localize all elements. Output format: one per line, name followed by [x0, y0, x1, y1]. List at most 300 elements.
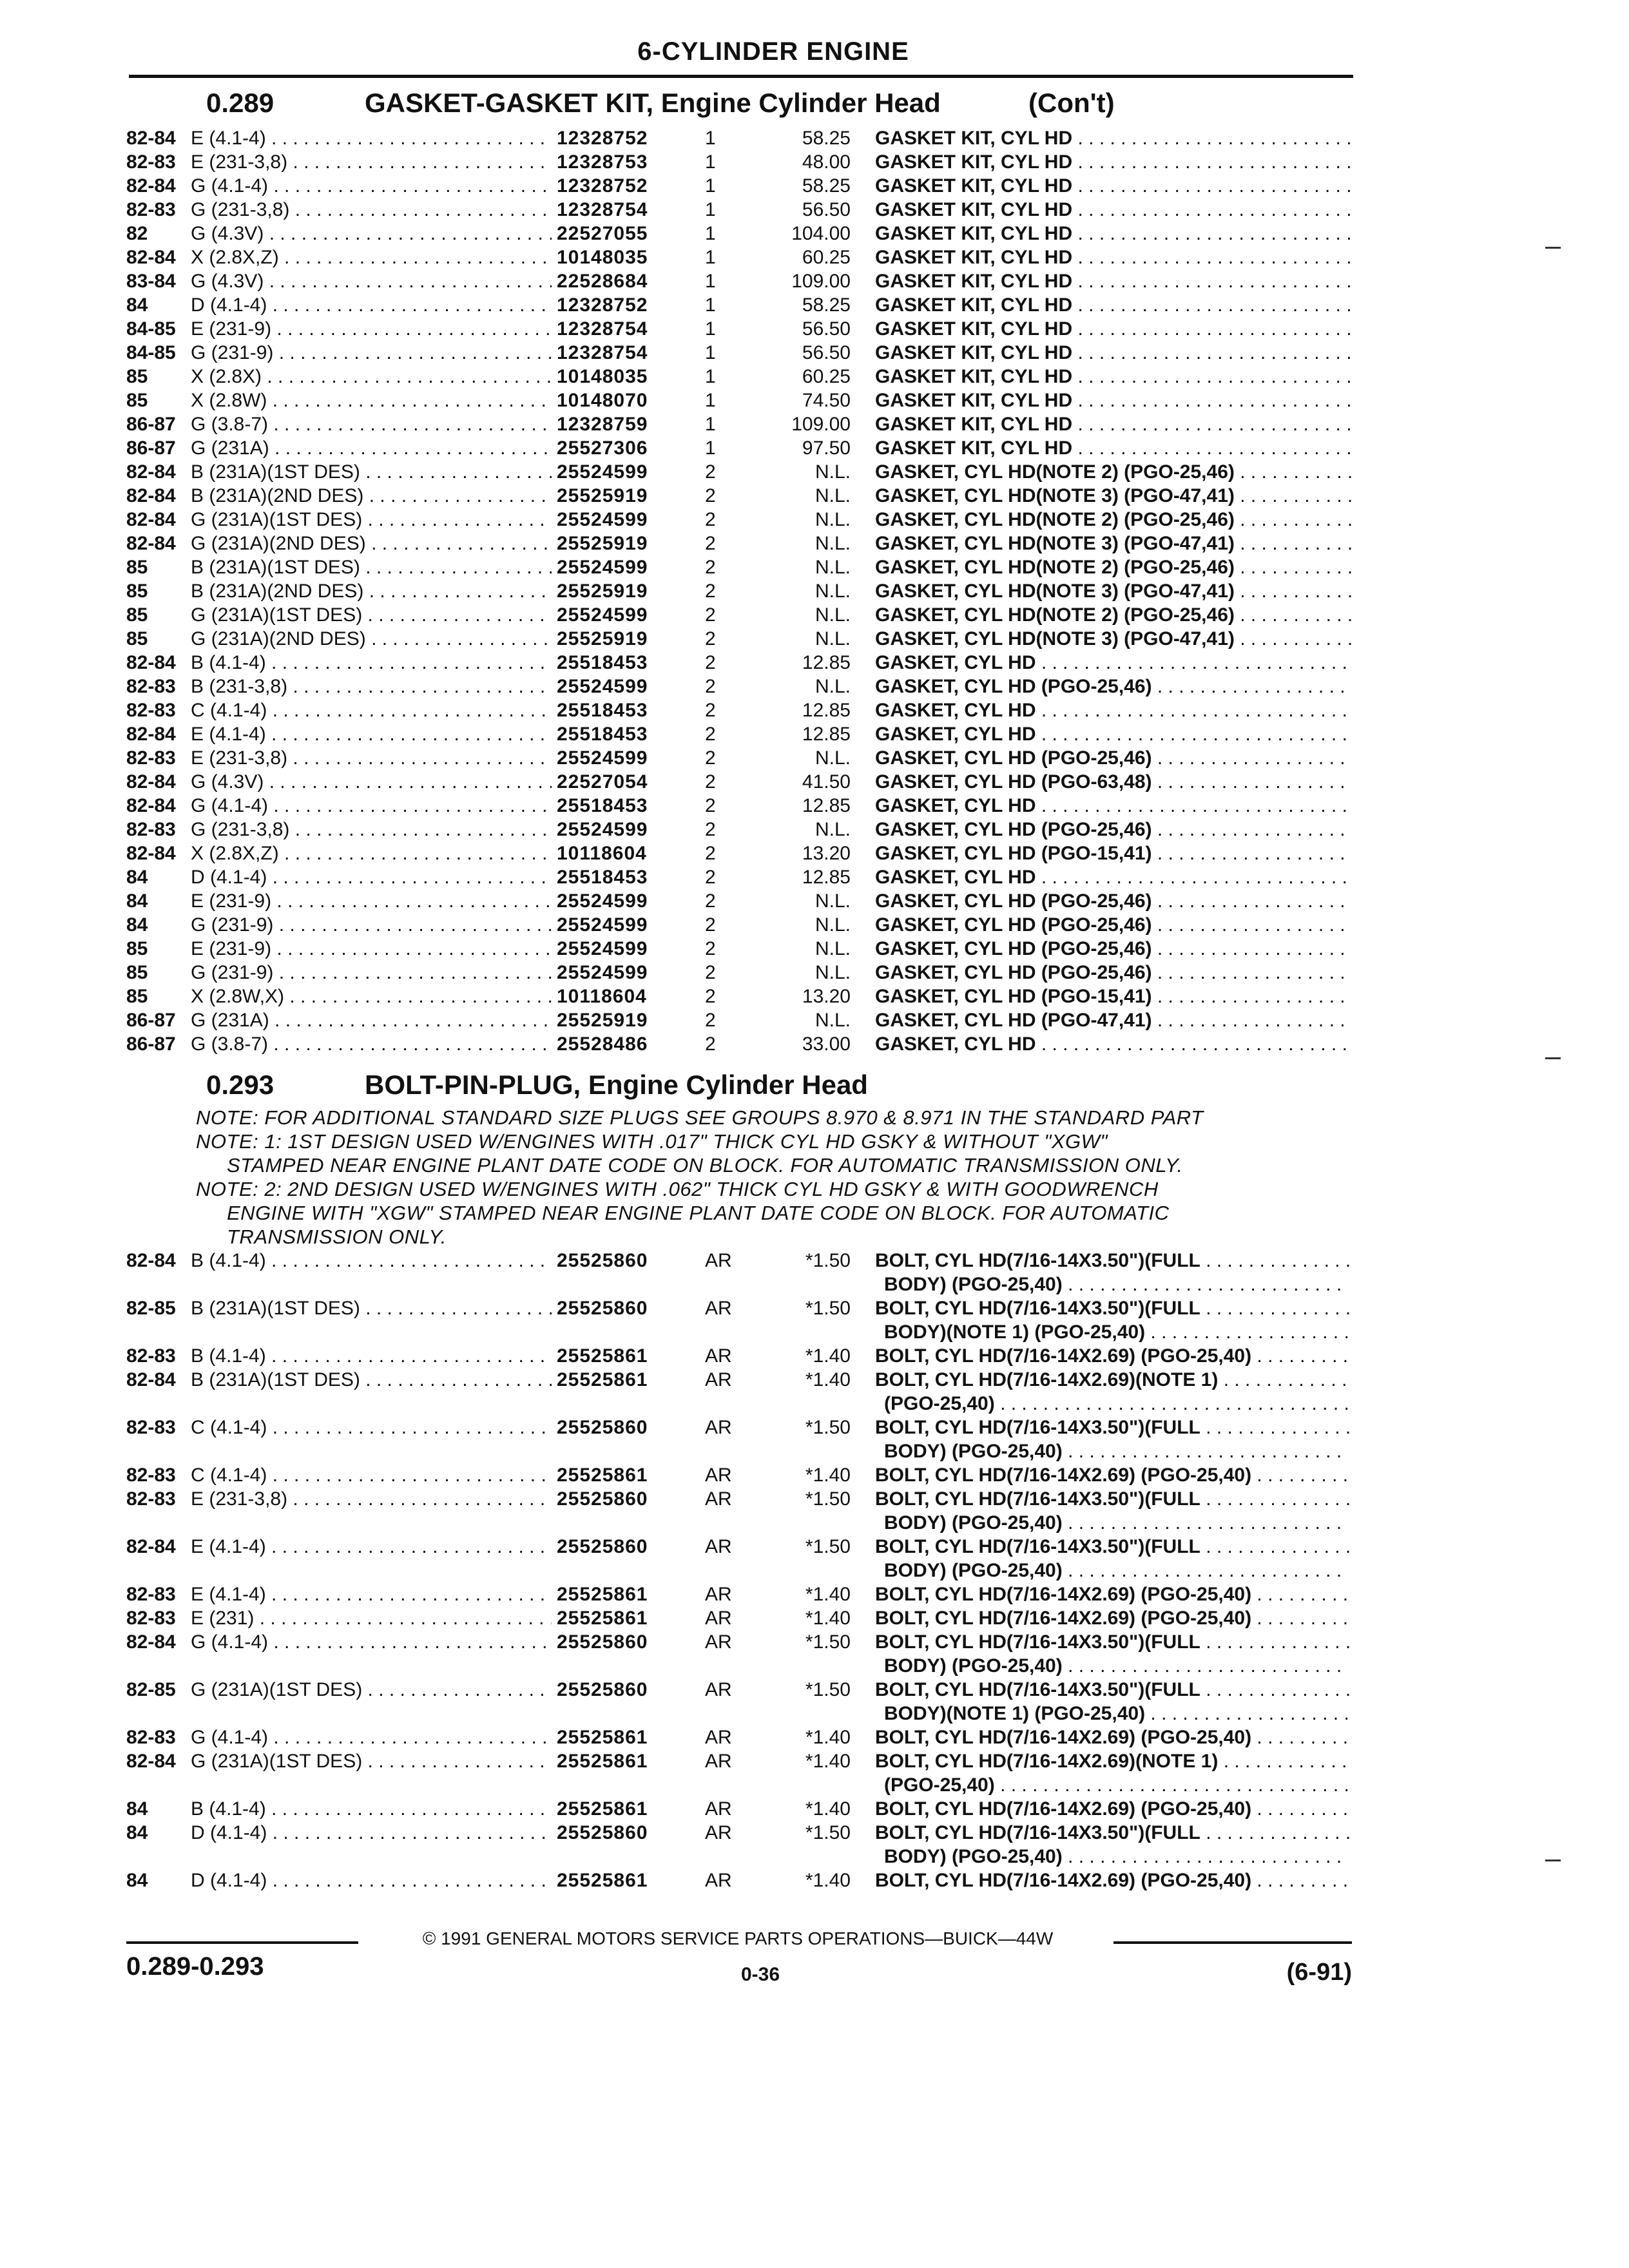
quantity: 2 — [705, 962, 716, 983]
part-description: BOLT, CYL HD(7/16-14X3.50")(FULL . . . — [875, 1250, 1352, 1272]
model-years: 82-84 — [126, 175, 176, 197]
part-description: GASKET, CYL HD (PGO-25,46) . . . — [875, 890, 1352, 912]
part-number: 25524599 — [557, 962, 648, 983]
part-description: BOLT, CYL HD(7/16-14X2.69) (PGO-25,40) . . . — [875, 1727, 1352, 1749]
model-years: 84 — [126, 1798, 148, 1820]
part-description: GASKET KIT, CYL HD . . . — [875, 151, 1352, 173]
list-price: *1.40 — [805, 1584, 851, 1605]
quantity: 2 — [705, 914, 716, 936]
part-number: 22527054 — [557, 771, 648, 793]
quantity: AR — [705, 1679, 732, 1700]
model-years: 82-84 — [126, 1536, 176, 1557]
model-years: 85 — [126, 962, 148, 983]
quantity: 2 — [705, 747, 716, 769]
part-description-continued: BODY) (PGO-25,40) . . . — [884, 1655, 1348, 1677]
part-description: GASKET, CYL HD . . . — [875, 724, 1352, 745]
engine-code: B (231A)(1ST DES) . . . — [191, 1298, 552, 1320]
list-price: N.L. — [815, 461, 851, 483]
part-description: BOLT, CYL HD(7/16-14X3.50")(FULL . . . — [875, 1298, 1352, 1320]
quantity: 2 — [705, 628, 716, 649]
model-years: 86-87 — [126, 1010, 176, 1031]
model-years: 84 — [126, 294, 148, 316]
part-number: 22528684 — [557, 271, 648, 292]
note-line: NOTE: FOR ADDITIONAL STANDARD SIZE PLUGS SEE GROUPS 8.970 & 8.971 IN THE STANDARD PART — [196, 1106, 1204, 1129]
part-number: 10148035 — [557, 366, 648, 387]
quantity: 2 — [705, 938, 716, 959]
list-price: N.L. — [815, 819, 851, 840]
part-description: GASKET KIT, CYL HD . . . — [875, 199, 1352, 221]
model-years: 82-83 — [126, 819, 176, 840]
quantity: 2 — [705, 890, 716, 912]
part-number: 25525861 — [557, 1870, 648, 1891]
model-years: 82-84 — [126, 843, 176, 864]
engine-code: B (231-3,8) . . . — [191, 676, 552, 698]
engine-code: B (231A)(1ST DES) . . . — [191, 1369, 552, 1391]
model-years: 82-83 — [126, 199, 176, 220]
part-number: 25524599 — [557, 890, 648, 912]
part-number: 10118604 — [557, 986, 647, 1007]
note-line: ENGINE WITH "XGW" STAMPED NEAR ENGINE PLANT DATE CODE ON BLOCK. FOR AUTOMATIC — [227, 1202, 1170, 1224]
engine-code: E (231-3,8) . . . — [191, 151, 552, 173]
model-years: 82-85 — [126, 1298, 176, 1319]
part-number: 10148035 — [557, 247, 648, 268]
engine-code: E (231-9) . . . — [191, 318, 552, 340]
header-rule — [129, 75, 1353, 78]
engine-code: G (4.1-4) . . . — [191, 1727, 552, 1749]
list-price: *1.40 — [805, 1465, 851, 1486]
model-years: 82-83 — [126, 1608, 176, 1629]
list-price: N.L. — [815, 557, 851, 578]
list-price: 56.50 — [802, 342, 851, 363]
engine-code: E (4.1-4) . . . — [191, 724, 552, 745]
list-price: *1.40 — [805, 1727, 851, 1748]
quantity: 1 — [705, 175, 716, 197]
list-price: *1.50 — [805, 1417, 851, 1438]
part-description: GASKET, CYL HD (PGO-25,46) . . . — [875, 676, 1352, 698]
engine-code: G (4.1-4) . . . — [191, 175, 552, 197]
part-description: BOLT, CYL HD(7/16-14X2.69) (PGO-25,40) . . . — [875, 1870, 1352, 1892]
engine-code: E (4.1-4) . . . — [191, 128, 552, 149]
part-number: 25524599 — [557, 509, 648, 530]
part-description: GASKET KIT, CYL HD . . . — [875, 128, 1352, 149]
quantity: 1 — [705, 318, 716, 340]
part-number: 25524599 — [557, 914, 648, 936]
engine-code: B (231A)(2ND DES) . . . — [191, 581, 552, 602]
quantity: 2 — [705, 724, 716, 745]
quantity: 2 — [705, 819, 716, 840]
footer-rule — [126, 1941, 358, 1944]
part-number: 25524599 — [557, 604, 648, 626]
engine-code: G (231A)(1ST DES) . . . — [191, 1751, 552, 1773]
quantity: AR — [705, 1465, 732, 1486]
list-price: *1.50 — [805, 1536, 851, 1557]
part-number: 25525861 — [557, 1798, 648, 1820]
quantity: 1 — [705, 128, 716, 149]
quantity: 2 — [705, 986, 716, 1007]
model-years: 84 — [126, 914, 148, 936]
part-description: BOLT, CYL HD(7/16-14X2.69)(NOTE 1) . . . — [875, 1751, 1352, 1773]
list-price: *1.40 — [805, 1345, 851, 1367]
engine-code: E (231) . . . — [191, 1608, 552, 1629]
part-description: GASKET, CYL HD (PGO-15,41) . . . — [875, 986, 1352, 1008]
part-description: GASKET, CYL HD (PGO-25,46) . . . — [875, 938, 1352, 960]
engine-code: B (4.1-4) . . . — [191, 652, 552, 674]
part-number: 25525860 — [557, 1822, 648, 1843]
quantity: 2 — [705, 509, 716, 530]
quantity: AR — [705, 1369, 732, 1390]
list-price: N.L. — [815, 604, 851, 626]
quantity: 2 — [705, 652, 716, 673]
list-price: 12.85 — [802, 867, 851, 888]
engine-code: D (4.1-4) . . . — [191, 294, 552, 316]
model-years: 85 — [126, 604, 148, 626]
quantity: AR — [705, 1250, 732, 1271]
list-price: N.L. — [815, 581, 851, 602]
part-description: GASKET KIT, CYL HD . . . — [875, 318, 1352, 340]
part-description: GASKET, CYL HD(NOTE 2) (PGO-25,46) . . . — [875, 557, 1352, 579]
list-price: 12.85 — [802, 652, 851, 673]
model-years: 82 — [126, 223, 148, 244]
engine-code: G (231A) . . . — [191, 1010, 552, 1032]
footer-page-number: 0-36 — [740, 1964, 780, 1985]
running-head: 6-CYLINDER ENGINE — [637, 37, 909, 66]
part-number: 25525861 — [557, 1465, 648, 1486]
engine-code: G (231-9) . . . — [191, 342, 552, 364]
quantity: 2 — [705, 485, 716, 506]
engine-code: E (4.1-4) . . . — [191, 1536, 552, 1558]
quantity: 2 — [705, 843, 716, 864]
list-price: 56.50 — [802, 199, 851, 220]
part-description: GASKET, CYL HD (PGO-25,46) . . . — [875, 962, 1352, 984]
part-description: BOLT, CYL HD(7/16-14X3.50")(FULL . . . — [875, 1536, 1352, 1558]
list-price: 58.25 — [802, 294, 851, 316]
part-description: GASKET KIT, CYL HD . . . — [875, 342, 1352, 364]
part-description: GASKET, CYL HD . . . — [875, 700, 1352, 722]
model-years: 82-83 — [126, 1465, 176, 1486]
list-price: N.L. — [815, 890, 851, 912]
part-description: GASKET KIT, CYL HD . . . — [875, 223, 1352, 245]
list-price: N.L. — [815, 1010, 851, 1031]
model-years: 82-83 — [126, 151, 176, 173]
engine-code: B (4.1-4) . . . — [191, 1250, 552, 1272]
model-years: 82-83 — [126, 700, 176, 721]
engine-code: B (231A)(2ND DES) . . . — [191, 485, 552, 507]
engine-code: B (231A)(1ST DES) . . . — [191, 557, 552, 579]
list-price: *1.50 — [805, 1822, 851, 1843]
list-price: 12.85 — [802, 724, 851, 745]
quantity: 2 — [705, 795, 716, 816]
quantity: 1 — [705, 342, 716, 363]
part-description-continued: (PGO-25,40) . . . — [884, 1774, 1348, 1796]
part-description: GASKET, CYL HD . . . — [875, 652, 1352, 674]
part-number: 25525861 — [557, 1727, 648, 1748]
part-description-continued: BODY) (PGO-25,40) . . . — [884, 1274, 1348, 1296]
quantity: 1 — [705, 271, 716, 292]
list-price: 58.25 — [802, 128, 851, 149]
list-price: 33.00 — [802, 1033, 851, 1055]
model-years: 85 — [126, 938, 148, 959]
model-years: 82-84 — [126, 247, 176, 268]
part-number: 25525919 — [557, 485, 648, 506]
part-number: 25525861 — [557, 1345, 648, 1367]
list-price: N.L. — [815, 914, 851, 936]
model-years: 85 — [126, 986, 148, 1007]
part-number: 12328759 — [557, 414, 648, 435]
part-number: 25525861 — [557, 1369, 648, 1390]
quantity: 2 — [705, 1033, 716, 1055]
part-number: 25524599 — [557, 557, 648, 578]
part-description: GASKET, CYL HD (PGO-25,46) . . . — [875, 747, 1352, 769]
part-description: GASKET, CYL HD . . . — [875, 867, 1352, 889]
engine-code: G (231A) . . . — [191, 437, 552, 459]
list-price: *1.40 — [805, 1608, 851, 1629]
engine-code: D (4.1-4) . . . — [191, 867, 552, 889]
engine-code: G (4.3V) . . . — [191, 271, 552, 293]
engine-code: G (231A)(2ND DES) . . . — [191, 533, 552, 555]
engine-code: G (231-3,8) . . . — [191, 199, 552, 221]
model-years: 82-84 — [126, 461, 176, 483]
part-number: 12328754 — [557, 342, 648, 363]
list-price: N.L. — [815, 962, 851, 983]
list-price: *1.50 — [805, 1631, 851, 1653]
footer-rule — [1113, 1941, 1352, 1944]
model-years: 84-85 — [126, 318, 176, 340]
part-number: 12328752 — [557, 128, 648, 149]
engine-code: E (231-3,8) . . . — [191, 1488, 552, 1510]
part-description-continued: BODY) (PGO-25,40) . . . — [884, 1846, 1348, 1868]
part-number: 25525860 — [557, 1488, 648, 1510]
list-price: *1.50 — [805, 1298, 851, 1319]
quantity: AR — [705, 1798, 732, 1820]
model-years: 82-84 — [126, 509, 176, 530]
list-price: *1.40 — [805, 1751, 851, 1772]
part-description: GASKET, CYL HD(NOTE 2) (PGO-25,46) . . . — [875, 509, 1352, 531]
quantity: AR — [705, 1608, 732, 1629]
part-number: 10148070 — [557, 390, 648, 411]
part-number: 25524599 — [557, 819, 648, 840]
part-description: GASKET, CYL HD . . . — [875, 1033, 1352, 1055]
engine-code: G (4.3V) . . . — [191, 223, 552, 245]
list-price: N.L. — [815, 485, 851, 506]
part-number: 25524599 — [557, 676, 648, 697]
engine-code: E (4.1-4) . . . — [191, 1584, 552, 1606]
part-number: 12328754 — [557, 199, 648, 220]
part-description: GASKET, CYL HD(NOTE 3) (PGO-47,41) . . . — [875, 533, 1352, 555]
part-number: 25524599 — [557, 938, 648, 959]
list-price: N.L. — [815, 938, 851, 959]
part-description: BOLT, CYL HD(7/16-14X2.69) (PGO-25,40) . . . — [875, 1345, 1352, 1367]
engine-code: G (231-9) . . . — [191, 914, 552, 936]
note-line: TRANSMISSION ONLY. — [227, 1225, 447, 1248]
part-number: 25525860 — [557, 1536, 648, 1557]
engine-code: X (2.8X) . . . — [191, 366, 552, 388]
list-price: 41.50 — [802, 771, 851, 793]
part-description: GASKET KIT, CYL HD . . . — [875, 271, 1352, 293]
part-number: 25525860 — [557, 1679, 648, 1700]
margin-mark — [1545, 1057, 1561, 1059]
model-years: 82-84 — [126, 485, 176, 506]
engine-code: G (3.8-7) . . . — [191, 1033, 552, 1055]
model-years: 82-83 — [126, 676, 176, 697]
list-price: *1.50 — [805, 1250, 851, 1271]
model-years: 85 — [126, 557, 148, 578]
part-description-continued: BODY)(NOTE 1) (PGO-25,40) . . . — [884, 1703, 1348, 1725]
quantity: 2 — [705, 533, 716, 554]
model-years: 82-83 — [126, 747, 176, 769]
model-years: 86-87 — [126, 1033, 176, 1055]
quantity: AR — [705, 1751, 732, 1772]
list-price: *1.40 — [805, 1870, 851, 1891]
part-number: 12328752 — [557, 294, 648, 316]
quantity: 1 — [705, 366, 716, 387]
part-description: GASKET KIT, CYL HD . . . — [875, 414, 1352, 436]
part-description: BOLT, CYL HD(7/16-14X2.69)(NOTE 1) . . . — [875, 1369, 1352, 1391]
engine-code: C (4.1-4) . . . — [191, 700, 552, 722]
engine-code: B (4.1-4) . . . — [191, 1798, 552, 1820]
engine-code: X (2.8W,X) . . . — [191, 986, 552, 1008]
model-years: 84 — [126, 1870, 148, 1891]
list-price: N.L. — [815, 509, 851, 530]
engine-code: B (231A)(1ST DES) . . . — [191, 461, 552, 483]
engine-code: X (2.8X,Z) . . . — [191, 843, 552, 865]
model-years: 86-87 — [126, 437, 176, 459]
list-price: 12.85 — [802, 700, 851, 721]
quantity: 2 — [705, 581, 716, 602]
part-number: 25518453 — [557, 724, 648, 745]
part-description: GASKET KIT, CYL HD . . . — [875, 366, 1352, 388]
footer-group-range: 0.289-0.293 — [126, 1952, 264, 1981]
quantity: 2 — [705, 461, 716, 483]
part-description: BOLT, CYL HD(7/16-14X3.50")(FULL . . . — [875, 1679, 1352, 1701]
list-price: 12.85 — [802, 795, 851, 816]
part-description: BOLT, CYL HD(7/16-14X3.50")(FULL . . . — [875, 1631, 1352, 1653]
quantity: AR — [705, 1488, 732, 1510]
quantity: AR — [705, 1870, 732, 1891]
quantity: AR — [705, 1345, 732, 1367]
part-description: BOLT, CYL HD(7/16-14X2.69) (PGO-25,40) . . . — [875, 1608, 1352, 1629]
part-description: BOLT, CYL HD(7/16-14X3.50")(FULL . . . — [875, 1822, 1352, 1844]
part-number: 25525919 — [557, 628, 648, 649]
list-price: *1.50 — [805, 1488, 851, 1510]
model-years: 82-84 — [126, 533, 176, 554]
model-years: 82-84 — [126, 1250, 176, 1271]
list-price: *1.40 — [805, 1798, 851, 1820]
part-description: GASKET, CYL HD (PGO-15,41) . . . — [875, 843, 1352, 865]
list-price: 13.20 — [802, 986, 851, 1007]
list-price: 56.50 — [802, 318, 851, 340]
engine-code: G (4.1-4) . . . — [191, 795, 552, 817]
quantity: 2 — [705, 700, 716, 721]
part-number: 25528486 — [557, 1033, 648, 1055]
part-number: 12328753 — [557, 151, 648, 173]
model-years: 82-83 — [126, 1584, 176, 1605]
note-line: NOTE: 2: 2ND DESIGN USED W/ENGINES WITH .062" THICK CYL HD GSKY & WITH GOODWRENCH — [196, 1178, 1159, 1200]
list-price: N.L. — [815, 676, 851, 697]
list-price: 60.25 — [802, 247, 851, 268]
model-years: 82-84 — [126, 1631, 176, 1653]
part-description: GASKET, CYL HD (PGO-47,41) . . . — [875, 1010, 1352, 1032]
part-description: BOLT, CYL HD(7/16-14X2.69) (PGO-25,40) . . . — [875, 1584, 1352, 1606]
model-years: 82-85 — [126, 1679, 176, 1700]
quantity: 2 — [705, 604, 716, 626]
part-description: GASKET, CYL HD(NOTE 3) (PGO-47,41) . . . — [875, 581, 1352, 602]
model-years: 85 — [126, 628, 148, 649]
list-price: 74.50 — [802, 390, 851, 411]
model-years: 82-84 — [126, 724, 176, 745]
engine-code: E (231-9) . . . — [191, 938, 552, 960]
model-years: 82-83 — [126, 1345, 176, 1367]
quantity: 2 — [705, 867, 716, 888]
part-number: 25527306 — [557, 437, 648, 459]
engine-code: E (231-9) . . . — [191, 890, 552, 912]
part-description: GASKET, CYL HD (PGO-63,48) . . . — [875, 771, 1352, 793]
part-number: 25518453 — [557, 867, 648, 888]
quantity: 2 — [705, 1010, 716, 1031]
part-description-continued: BODY) (PGO-25,40) . . . — [884, 1441, 1348, 1463]
list-price: *1.40 — [805, 1369, 851, 1390]
list-price: 104.00 — [791, 223, 851, 244]
engine-code: G (231A)(2ND DES) . . . — [191, 628, 552, 650]
quantity: 2 — [705, 557, 716, 578]
engine-code: G (231A)(1ST DES) . . . — [191, 509, 552, 531]
engine-code: E (231-3,8) . . . — [191, 747, 552, 769]
engine-code: G (231-9) . . . — [191, 962, 552, 984]
part-number: 25525919 — [557, 533, 648, 554]
engine-code: G (231A)(1ST DES) . . . — [191, 1679, 552, 1701]
part-number: 25518453 — [557, 700, 648, 721]
engine-code: G (231A)(1ST DES) . . . — [191, 604, 552, 626]
engine-code: D (4.1-4) . . . — [191, 1870, 552, 1892]
part-description: GASKET KIT, CYL HD . . . — [875, 294, 1352, 316]
part-number: 12328754 — [557, 318, 648, 340]
list-price: 97.50 — [802, 437, 851, 459]
engine-code: G (4.3V) . . . — [191, 771, 552, 793]
part-description: GASKET, CYL HD (PGO-25,46) . . . — [875, 819, 1352, 841]
part-description: BOLT, CYL HD(7/16-14X3.50")(FULL . . . — [875, 1417, 1352, 1439]
list-price: 13.20 — [802, 843, 851, 864]
list-price: 58.25 — [802, 175, 851, 197]
quantity: 2 — [705, 676, 716, 697]
part-number: 25524599 — [557, 461, 648, 483]
part-number: 25525861 — [557, 1584, 648, 1605]
part-number: 25518453 — [557, 652, 648, 673]
engine-code: B (4.1-4) . . . — [191, 1345, 552, 1367]
part-number: 25525861 — [557, 1608, 648, 1629]
part-description: GASKET KIT, CYL HD . . . — [875, 390, 1352, 412]
model-years: 83-84 — [126, 271, 176, 292]
model-years: 82-83 — [126, 1417, 176, 1438]
section-number: 0.293 — [206, 1070, 275, 1100]
part-description: BOLT, CYL HD(7/16-14X2.69) (PGO-25,40) . . . — [875, 1465, 1352, 1486]
quantity: 1 — [705, 390, 716, 411]
model-years: 85 — [126, 581, 148, 602]
part-description-continued: BODY) (PGO-25,40) . . . — [884, 1512, 1348, 1534]
part-number: 25525860 — [557, 1417, 648, 1438]
note-line: NOTE: 1: 1ST DESIGN USED W/ENGINES WITH .017" THICK CYL HD GSKY & WITHOUT "XGW" — [196, 1130, 1108, 1153]
footer-copyright: © 1991 GENERAL MOTORS SERVICE PARTS OPERATIONS—BUICK—44W — [422, 1928, 1054, 1948]
part-description: GASKET KIT, CYL HD . . . — [875, 175, 1352, 197]
list-price: 109.00 — [791, 271, 851, 292]
model-years: 82-83 — [126, 1488, 176, 1510]
engine-code: C (4.1-4) . . . — [191, 1465, 552, 1486]
model-years: 84 — [126, 890, 148, 912]
quantity: AR — [705, 1536, 732, 1557]
list-price: N.L. — [815, 747, 851, 769]
note-line: STAMPED NEAR ENGINE PLANT DATE CODE ON BLOCK. FOR AUTOMATIC TRANSMISSION ONLY. — [227, 1154, 1183, 1177]
part-number: 22527055 — [557, 223, 648, 244]
part-number: 25525861 — [557, 1751, 648, 1772]
list-price: N.L. — [815, 533, 851, 554]
